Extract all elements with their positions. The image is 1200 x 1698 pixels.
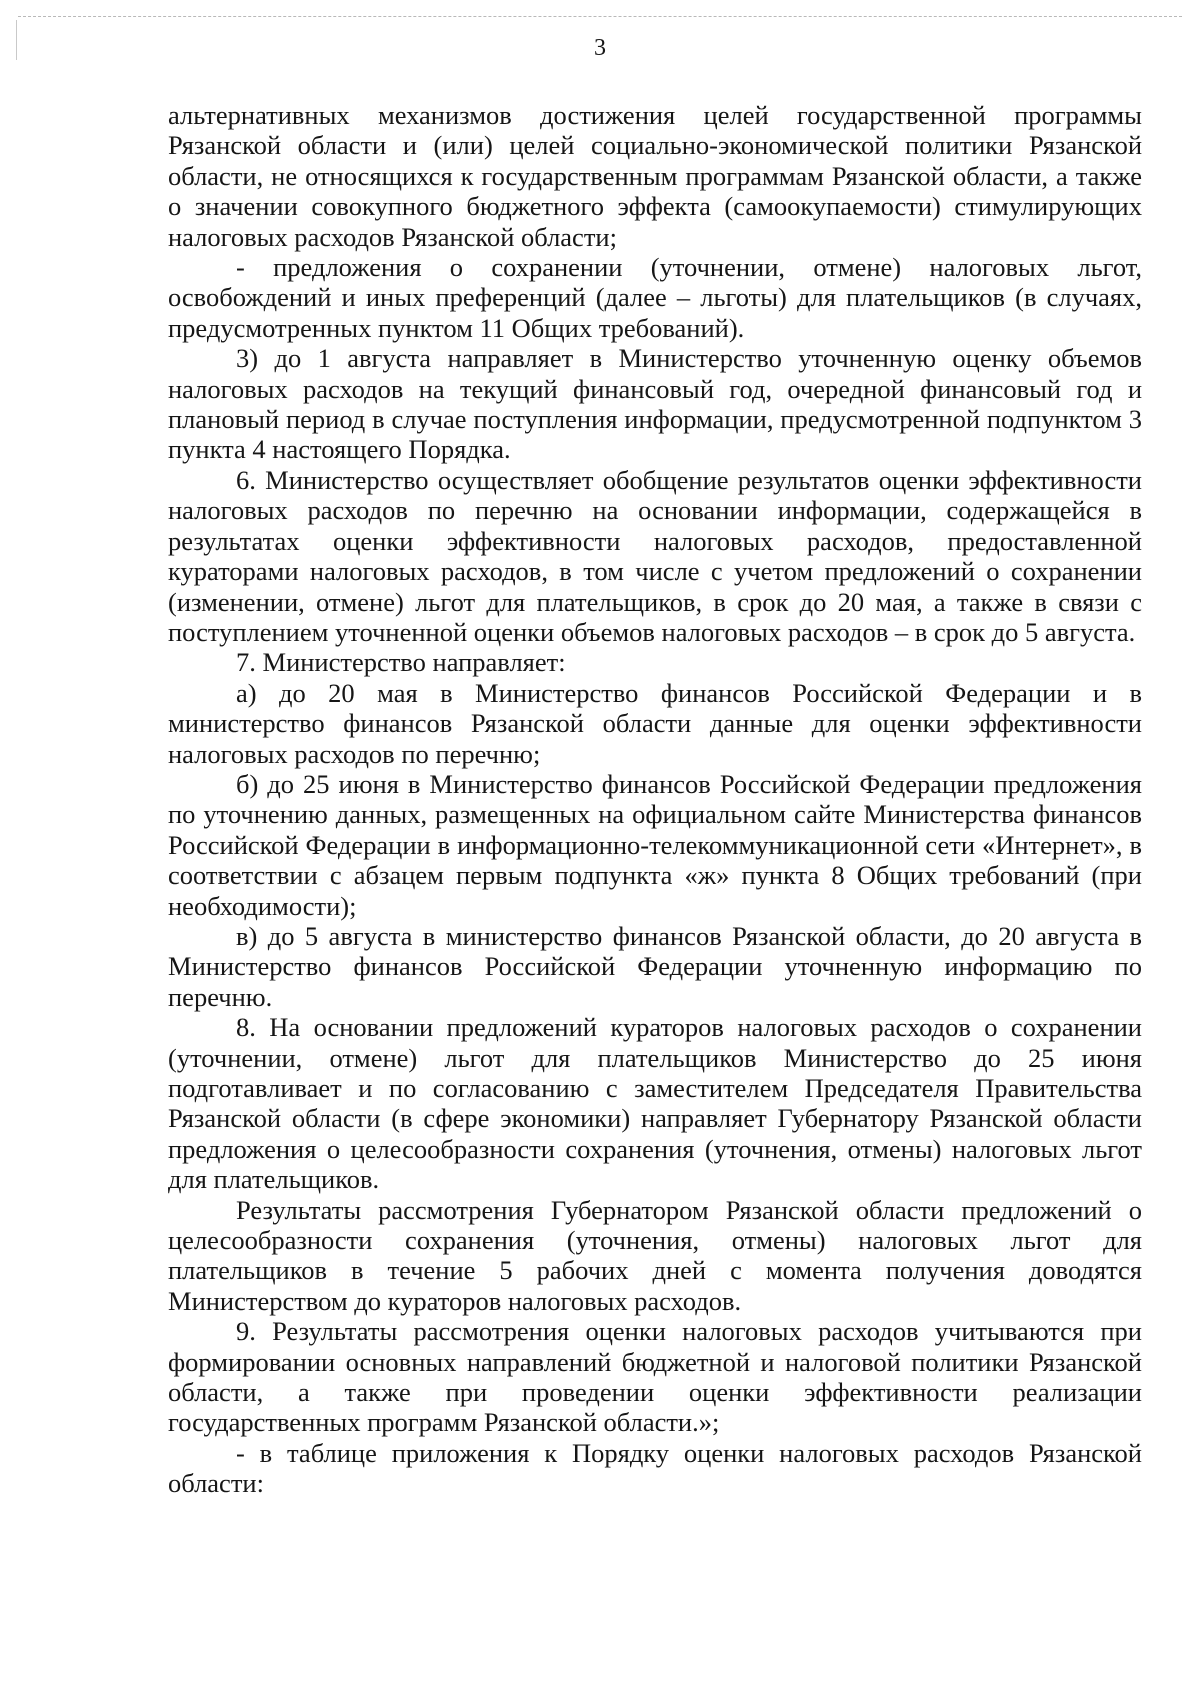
paragraph-table-amendment: - в таблице приложения к Порядку оценки налоговых расходов Рязанской области: <box>168 1437 1142 1499</box>
paragraph-item-3: 3) до 1 августа направляет в Министерство уточненную оценку объемов налоговых расходов на текущий финансовый год, очередной финансовый год и плановый период в случае поступления информации, предусмотренной подпунктом 3 пункта 4 настоящего Порядка. <box>168 343 1142 465</box>
paragraph-section-8: 8. На основании предложений кураторов налоговых расходов о сохранении (уточнении, отмене) льгот для плательщиков Министерство до 25 июня подготавливает и по согласованию с заместителем Председателя Правительства Рязанской области (в сфере экономики) направляет Губернатору Рязанской области предложения о целесообразности сохранения (уточнения, отмены) налоговых льгот для плательщиков. <box>168 1012 1142 1195</box>
scan-edge-line <box>18 16 1182 17</box>
paragraph-item-b: б) до 25 июня в Министерство финансов Российской Федерации предложения по уточнению данных, размещенных на официальном сайте Министерства финансов Российской Федерации в информационно-телекоммуникационной сети «Интернет», в соответствии с абзацем первым подпункта «ж» пункта 8 Общих требований (при необходимости); <box>168 768 1142 921</box>
paragraph-governor-results: Результаты рассмотрения Губернатором Рязанской области предложений о целесообразности сохранения (уточнения, отмены) налоговых льгот для плательщиков в течение 5 рабочих дней с момента получения доводятся Министерством до кураторов налоговых расходов. <box>168 1194 1142 1316</box>
paragraph-section-6: 6. Министерство осуществляет обобщение результатов оценки эффективности налоговых расходов по перечню на основании информации, содержащейся в результатах оценки эффективности налоговых расходов, предоставленной кураторами налоговых расходов, в том числе с учетом предложений о сохранении (изменении, отмене) льгот для плательщиков, в срок до 20 мая, а также в связи с поступлением уточненной оценки объемов налоговых расходов – в срок до 5 августа. <box>168 464 1142 647</box>
paragraph-section-9: 9. Результаты рассмотрения оценки налоговых расходов учитываются при формировании основных направлений бюджетной и налоговой политики Рязанской области, а также при проведении оценки эффективности реализации государственных программ Рязанской области.»; <box>168 1316 1142 1438</box>
paragraph-continuation: альтернативных механизмов достижения целей государственной программы Рязанской области и (или) целей социально-экономической политики Рязанской области, не относящихся к государственным программам Рязанской области, а также о значении совокупного бюджетного эффекта (самоокупаемости) стимулирующих налоговых расходов Рязанской области; <box>168 100 1142 252</box>
page-number: 3 <box>594 35 606 61</box>
document-body <box>168 100 1142 1499</box>
paragraph-proposals: - предложения о сохранении (уточнении, отмене) налоговых льгот, освобождений и иных преференций (далее – льготы) для плательщиков (в случаях, предусмотренных пунктом 11 Общих требований). <box>168 252 1142 343</box>
paragraph-item-a: а) до 20 мая в Министерство финансов Российской Федерации и в министерство финансов Рязанской области данные для оценки эффективности налоговых расходов по перечню; <box>168 677 1142 769</box>
paragraph-item-v: в) до 5 августа в министерство финансов Рязанской области, до 20 августа в Министерство финансов Российской Федерации уточненную информацию по перечню. <box>168 920 1142 1012</box>
paragraph-section-7: 7. Министерство направляет: <box>236 647 566 678</box>
